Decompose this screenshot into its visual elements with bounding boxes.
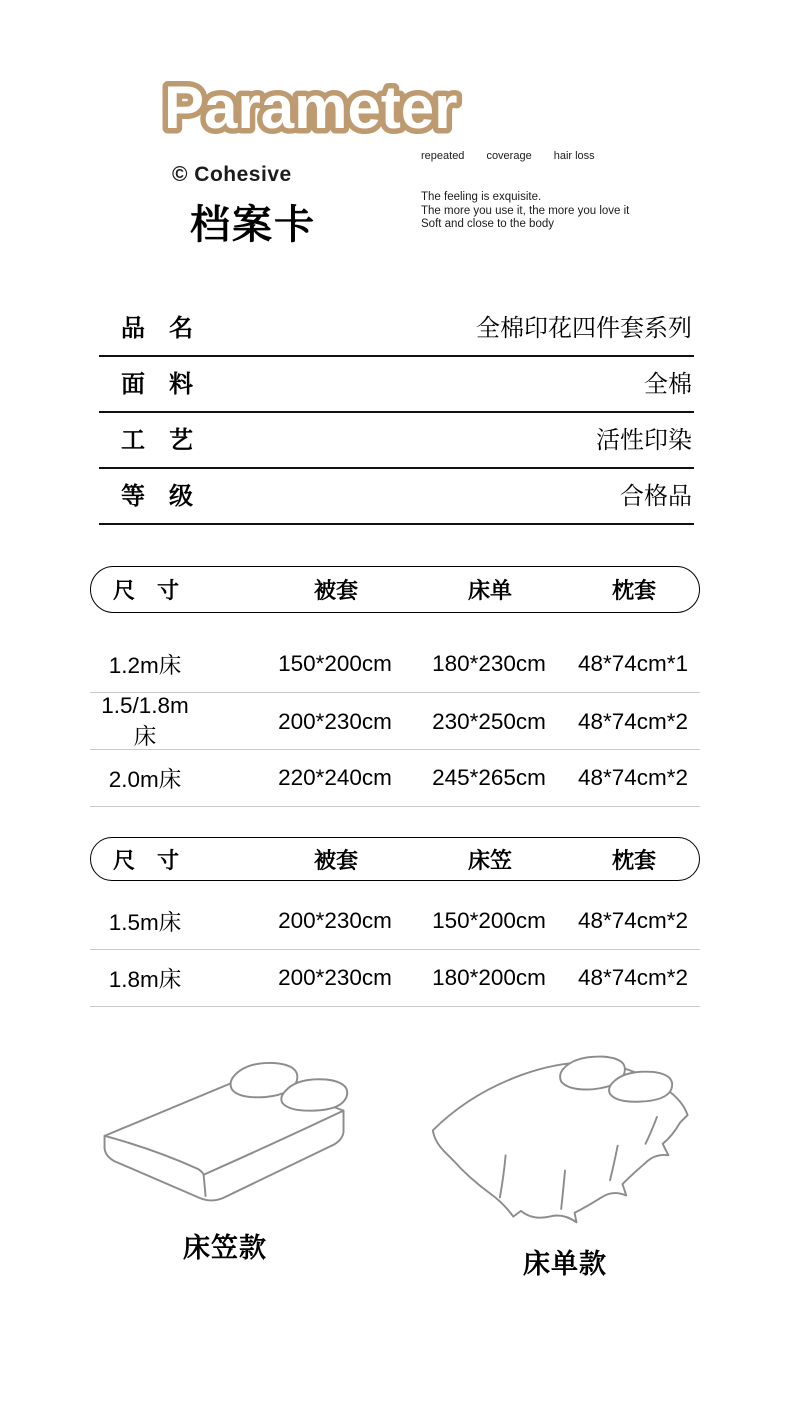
info-label: 工 艺: [121, 427, 193, 454]
cell-bed-size: 1.5/1.8m床: [101, 693, 189, 749]
column-header-size: 尺 寸: [112, 847, 179, 873]
cell-duvet-cover: 200*230cm: [278, 709, 392, 734]
column-header-pillowcase: 枕套: [611, 847, 656, 873]
brand-label: © Cohesive: [172, 163, 292, 186]
cell-bed-size: 1.2m床: [108, 653, 182, 678]
info-row-grade: [99, 469, 694, 525]
cell-bed-size: 2.0m床: [108, 767, 182, 792]
cell-duvet-cover: 150*200cm: [278, 651, 392, 676]
tagline-line: Soft and close to the body: [421, 218, 554, 230]
info-row-craft: [99, 413, 694, 469]
column-header-duvet-cover: 被套: [313, 578, 358, 603]
tagline-line: The feeling is exquisite.: [421, 191, 542, 203]
tagline-line: The more you use it, the more you love it: [421, 204, 630, 217]
info-value: 活性印染: [596, 427, 692, 454]
size-table-1: [90, 636, 700, 807]
cell-flat-sheet: 230*250cm: [432, 709, 546, 734]
table-row: [90, 950, 700, 1007]
parameter-title-text: Parameter: [164, 74, 458, 141]
size-table-1-header: [90, 566, 700, 613]
cell-pillowcase: 48*74cm*2: [577, 908, 689, 933]
cell-bed-size: 1.5m床: [108, 910, 182, 935]
column-header-duvet-cover: 被套: [313, 847, 358, 873]
table-row: [90, 636, 700, 693]
table-row: [90, 693, 700, 750]
column-header-pillowcase: 枕套: [611, 578, 656, 603]
cell-pillowcase: 48*74cm*2: [577, 709, 689, 734]
cell-fitted-sheet: 180*200cm: [432, 965, 546, 990]
cell-flat-sheet: 245*265cm: [432, 765, 546, 790]
cell-fitted-sheet: 150*200cm: [432, 908, 546, 933]
cell-duvet-cover: 200*230cm: [278, 908, 392, 933]
tagline: [421, 191, 629, 232]
flat-sheet-figure: [395, 1048, 735, 1281]
info-row-name: [99, 301, 694, 357]
card-title: 档案卡: [190, 203, 316, 247]
table-row: [90, 750, 700, 807]
table-row: [90, 893, 700, 950]
cell-bed-size: 1.8m床: [108, 967, 182, 992]
bed-style-label: 床笠款: [183, 1233, 267, 1263]
info-value: 全棉印花四件套系列: [476, 315, 692, 342]
cell-duvet-cover: 220*240cm: [278, 765, 392, 790]
size-table-2-header: [90, 837, 700, 881]
fitted-sheet-figure: [55, 1048, 395, 1281]
cell-pillowcase: 48*74cm*1: [577, 651, 689, 676]
bed-style-label: 床单款: [523, 1249, 607, 1279]
cell-pillowcase: 48*74cm*2: [577, 965, 689, 990]
column-header-size: 尺 寸: [112, 578, 179, 603]
keyword-coverage: coverage: [486, 150, 532, 162]
cell-duvet-cover: 200*230cm: [278, 965, 392, 990]
keyword-hair-loss: hair loss: [553, 150, 595, 162]
info-label: 品 名: [121, 315, 193, 342]
fitted-sheet-bed-drawing: [89, 1048, 361, 1214]
keyword-repeated: repeated: [421, 150, 465, 162]
info-row-fabric: [99, 357, 694, 413]
parameter-title: [156, 58, 496, 154]
bed-style-figures: [55, 1048, 735, 1281]
column-header-flat-sheet: 床单: [467, 578, 512, 603]
product-info-table: [99, 301, 694, 525]
info-value: 全棉: [644, 371, 692, 398]
flat-sheet-bed-drawing: [415, 1048, 715, 1230]
cell-pillowcase: 48*74cm*2: [577, 765, 689, 790]
cell-flat-sheet: 180*230cm: [432, 651, 546, 676]
size-table-2: [90, 893, 700, 1007]
keyword-list: [421, 150, 595, 162]
info-label: 等 级: [121, 483, 193, 510]
info-value: 合格品: [620, 483, 692, 510]
info-label: 面 料: [121, 371, 193, 398]
column-header-fitted-sheet: 床笠: [467, 847, 512, 873]
